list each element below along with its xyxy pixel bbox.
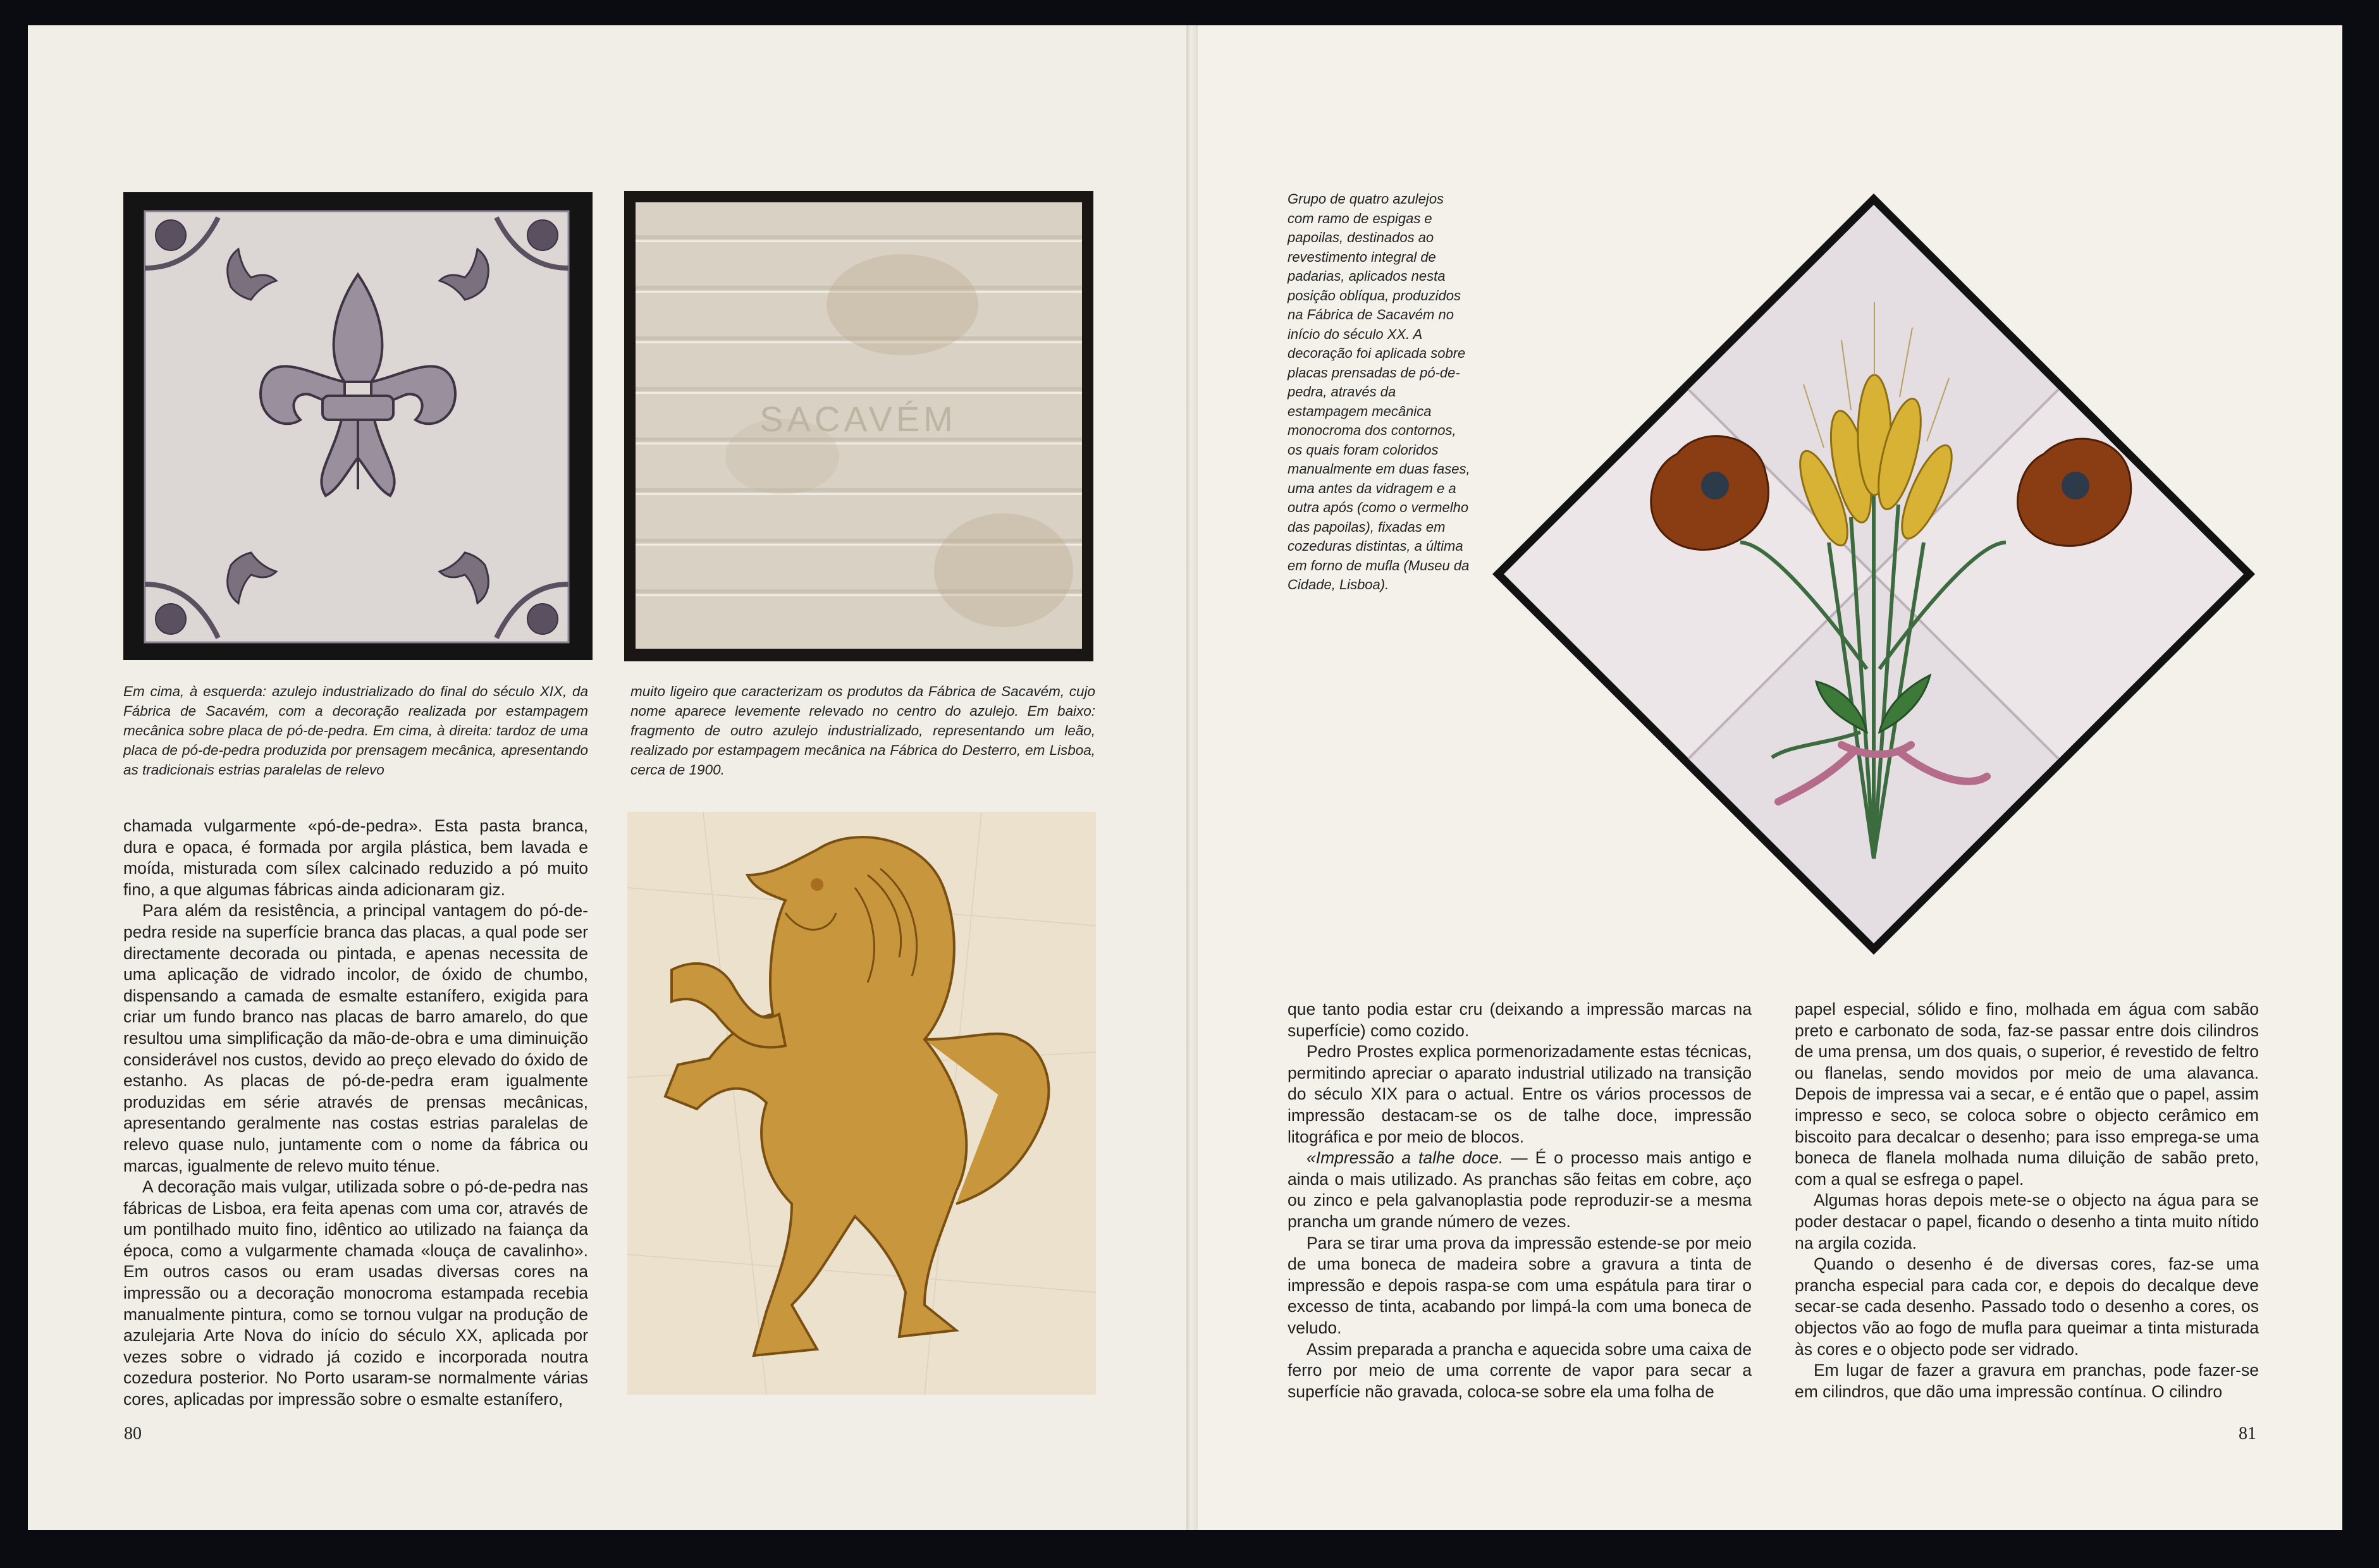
- paragraph: Algumas horas depois mete-se o objecto na água para se poder destacar o papel, ficando o desenho a tinta muito nítido na argila cozida.: [1795, 1191, 2259, 1253]
- left-body-text: [123, 816, 588, 1411]
- paragraph: A decoração mais vulgar, utilizada sobre o pó-de-pedra nas fábricas de Lisboa, era feita apenas com uma cor, através de um pontilhado muito fino, idêntico ao utilizado na faiança da época, como a vulgarmente chamada «louça de cavalinho». Em outros casos ou eram usadas diversas cores na impressão ou a decoração monocroma estampada recebia manualmente pintura, como se tornou vulgar na produção de azulejaria Arte Nova do início do século XX, aplicada por vezes sobre o vidrado já cozido e incorporada noutra cozedura posterior. No Porto usaram-se normalmente várias cores, aplicadas por impressão sobre o esmalte estanífero,: [123, 1177, 588, 1409]
- fleur-de-lis-tile-image: [123, 192, 593, 660]
- paragraph: que tanto podia estar cru (deixando a impressão marcas na superfície) como cozido.: [1288, 1000, 1752, 1040]
- relief-text: SACAVÉM: [759, 399, 957, 439]
- section-lead: «Impressão a talhe doce.: [1306, 1148, 1504, 1168]
- paragraph: Para se tirar uma prova da impressão estende-se por meio de uma boneca de madeira sobre a gravura a tinta de impressão e depois raspa-se com uma espátula para tirar o excesso de tinta, acabando por limpá-la com uma boneca de veludo.: [1288, 1233, 1752, 1337]
- paragraph: papel especial, sólido e fino, molhada em água com sabão preto e carbonato de soda, faz-se passar entre dois cilindros de uma prensa, um dos quais, o superior, é revestido de feltro ou flanelas, sendo movidos por meio de uma alavanca. Depois de impressa vai a secar, e é então que o papel, assim impresso e seco, se coloca sobre o objecto cerâmico em biscoito para decalcar o desenho; para isso emprega-se uma boneca de flanela molhada numa diluição de sabão preto, com a qual se esfrega o papel.: [1795, 1000, 2259, 1189]
- lion-tile-image: [627, 812, 1096, 1395]
- left-caption: Em cima, à esquerda: azulejo industrializado do final do século XIX, da Fábrica de Sacavém, com a decoração realizada por estampagem mecânica sobre placa de pó-de-pedra. Em cima, à direita: tardoz de uma placa de pó-de-pedra produzida por prensagem mecânica, apresentando as tradicionais estrias paralelas de relevo: [123, 683, 588, 778]
- right-body-col2: [1795, 999, 2259, 1402]
- right-caption: muito ligeiro que caracterizam os produtos da Fábrica de Sacavém, cujo nome aparece levemente relevado no centro do azulejo. Em baixo: fragmento de outro azulejo industrializado, representando um leão, realizado por estampagem mecânica na Fábrica do Desterro, em Lisboa, cerca de 1900.: [630, 683, 1095, 778]
- page-number-right: 81: [2239, 1424, 2256, 1443]
- paragraph-text: — É o processo mais antigo e ainda o mais utilizado. As pranchas são feitas em cobre, aço ou zinco e pela galvanoplastia pode reproduzir-se a mesma prancha um grande número de vezes.: [1288, 1148, 1752, 1231]
- paragraph: Quando o desenho é de diversas cores, faz-se uma prancha especial para cada cor, e depois do decalque deve secar-se cada desenho. Passado todo o desenho a cores, os objectos vão ao fogo de mufla para queimar a tinta misturada às cores e o objecto pode ser vidrado.: [1795, 1254, 2259, 1359]
- paragraph: [1288, 1148, 1752, 1232]
- book-spine: [1186, 25, 1198, 1530]
- right-body-col1: [1288, 999, 1752, 1402]
- paragraph: Para além da resistência, a principal vantagem do pó-de-pedra reside na superfície branca das placas, a qual pode ser directamente decorada ou pintada, e apenas necessita de uma aplicação de vidrado incolor, de óxido de chumbo, dispensando a camada de esmalte estanífero, exigida para criar um fundo branco nas placas de barro amarelo, do que resultou uma simplificação da mão-de-obra e uma diminuição considerável nos custos, devido ao preço elevado do óxido de estanho. As placas de pó-de-pedra eram igualmente produzidas em série através de prensas mecânicas, apresentando geralmente nas costas estrias paralelas de relevo quase nulo, juntamente com o nome da fábrica ou marcas, igualmente de relevo muito ténue.: [123, 901, 588, 1175]
- tile-back-image: [624, 191, 1093, 661]
- wheat-poppy-tile-panel: [1487, 188, 2260, 960]
- paragraph: Assim preparada a prancha e aquecida sobre uma caixa de ferro por meio de uma corrente de vapor para secar a superfície não gravada, coloca-se sobre ela uma folha de: [1288, 1339, 1752, 1401]
- paragraph: chamada vulgarmente «pó-de-pedra». Esta pasta branca, dura e opaca, é formada por argila plástica, bem lavada e moída, misturada com sílex calcinado reduzido a pó muito fino, a que algumas fábricas ainda adicionaram giz.: [123, 816, 588, 899]
- page-number-left: 80: [124, 1424, 142, 1443]
- wheat-panel-caption: Grupo de quatro azulejos com ramo de espigas e papoilas, destinados ao revestimento integral de padarias, aplicados nesta posição oblíqua, produzidos na Fábrica de Sacavém no início do século XX. A decoração foi aplicada sobre placas prensadas de pó-de-pedra, através da estampagem mecânica monocroma dos contornos, os quais foram coloridos manualmente em duas fases, uma antes da vidragem e a outra após (como o vermelho das papoilas), fixadas em cozeduras distintas, a última em forno de mufla (Museu da Cidade, Lisboa).: [1288, 191, 1470, 592]
- paragraph: Em lugar de fazer a gravura em pranchas, pode fazer-se em cilindros, que dão uma impressão contínua. O cilindro: [1795, 1361, 2259, 1401]
- paragraph: Pedro Prostes explica pormenorizadamente estas técnicas, permitindo apreciar o aparato industrial utilizado na transição do século XIX para o actual. Entre os vários processos de impressão destacam-se os de talhe doce, impressão litográfica e por meio de blocos.: [1288, 1042, 1752, 1146]
